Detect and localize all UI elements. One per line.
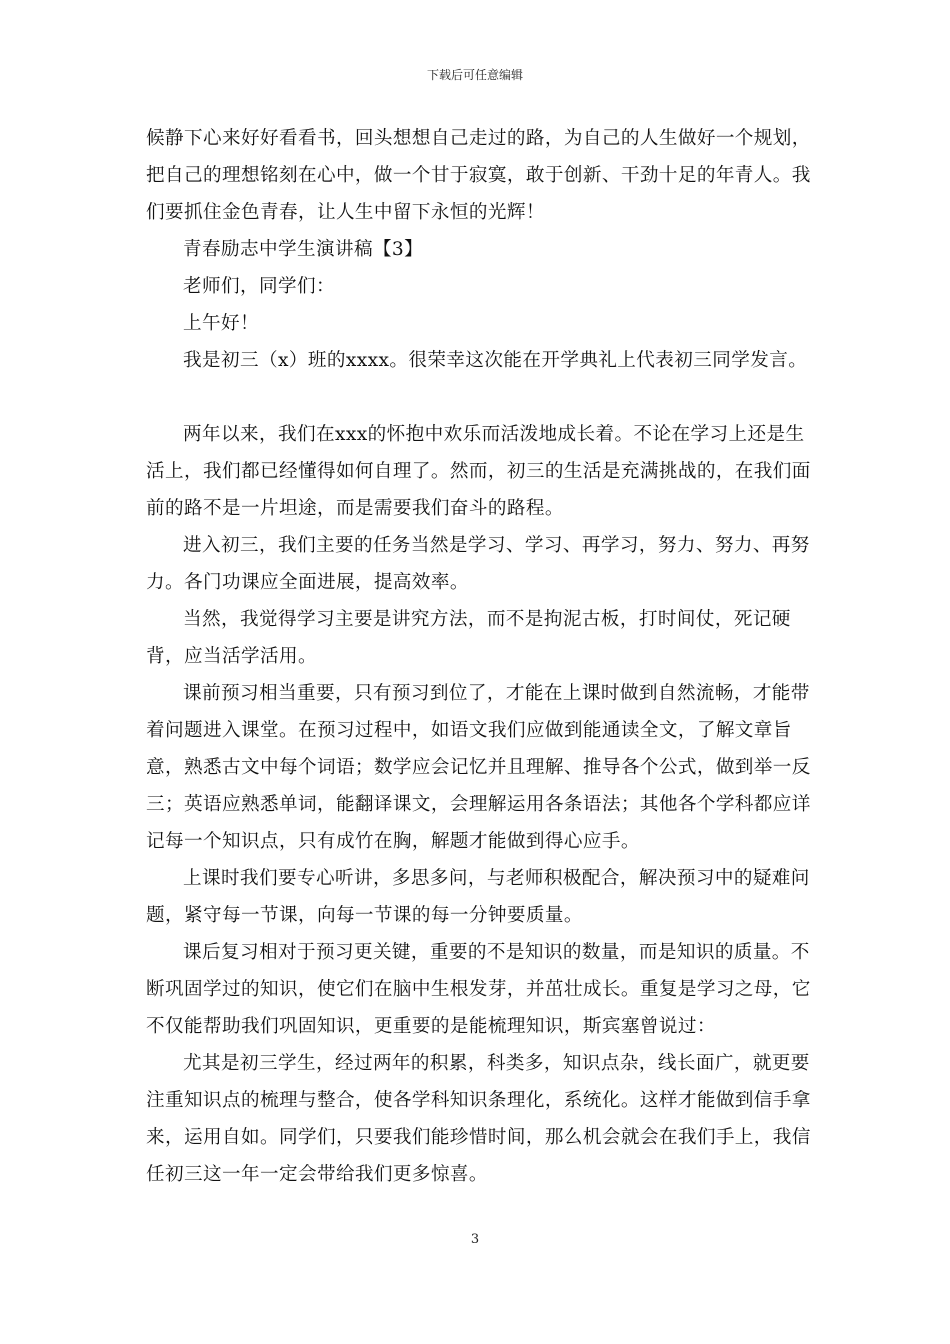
- paragraph: 两年以来，我们在xxx的怀抱中欢乐而活泼地成长着。不论在学习上还是生活上，我们都已经懂得如何自理了。然而，初三的生活是充满挑战的，在我们面前的路不是一片坦途，而是需要我们奋斗的路程。: [146, 424, 811, 519]
- greeting: 上午好！: [183, 313, 259, 334]
- paragraph: 课前预习相当重要，只有预习到位了，才能在上课时做到自然流畅，才能带着问题进入课堂。在预习过程中，如语文我们应做到能通读全文，了解文章旨意，熟悉古文中每个词语；数学应会记忆并且理解、推导各个公式，做到举一反三；英语应熟悉单词，能翻译课文，会理解运用各条语法；其他各个学科都应详记每一个知识点，只有成竹在胸，解题才能做到得心应手。: [146, 683, 811, 852]
- paragraph: 上课时我们要专心听讲，多思多问，与老师积极配合，解决预习中的疑难问题，紧守每一节课，向每一节课的每一分钟要质量。: [146, 868, 810, 926]
- paragraph: 候静下心来好好看看书，回头想想自己走过的路，为自己的人生做好一个规划，把自己的理想铭刻在心中，做一个甘于寂寞，敢于创新、干劲十足的年青人。我们要抓住金色青春，让人生中留下永恒的光辉！: [146, 128, 811, 223]
- paragraph: 进入初三，我们主要的任务当然是学习、学习、再学习，努力、努力、再努力。各门功课应全面进展，提高效率。: [146, 535, 810, 593]
- paragraph: 尤其是初三学生，经过两年的积累，科类多，知识点杂，线长面广，就更要注重知识点的梳理与整合，使各学科知识条理化，系统化。这样才能做到信手拿来，运用自如。同学们，只要我们能珍惜时间，那么机会就会在我们手上，我信任初三这一年一定会带给我们更多惊喜。: [146, 1053, 811, 1185]
- section-title: 青春励志中学生演讲稿【3】: [183, 239, 424, 260]
- paragraph: 我是初三（x）班的xxxx。很荣幸这次能在开学典礼上代表初三同学发言。: [183, 350, 808, 371]
- paragraph: 课后复习相对于预习更关键，重要的不是知识的数量，而是知识的质量。不断巩固学过的知识，使它们在脑中生根发芽，并茁壮成长。重复是学习之母，它不仅能帮助我们巩固知识，更重要的是能梳理知识，斯宾塞曾说过：: [146, 942, 811, 1037]
- paragraph: 当然，我觉得学习主要是讲究方法，而不是拘泥古板，打时间仗，死记硬背，应当活学活用。: [146, 609, 791, 667]
- salutation: 老师们，同学们：: [183, 276, 335, 297]
- page-number: 3: [470, 1232, 480, 1247]
- document-body: [146, 120, 811, 1193]
- page-header: 下载后可任意编辑: [426, 68, 523, 82]
- paragraph-gap: [146, 379, 811, 416]
